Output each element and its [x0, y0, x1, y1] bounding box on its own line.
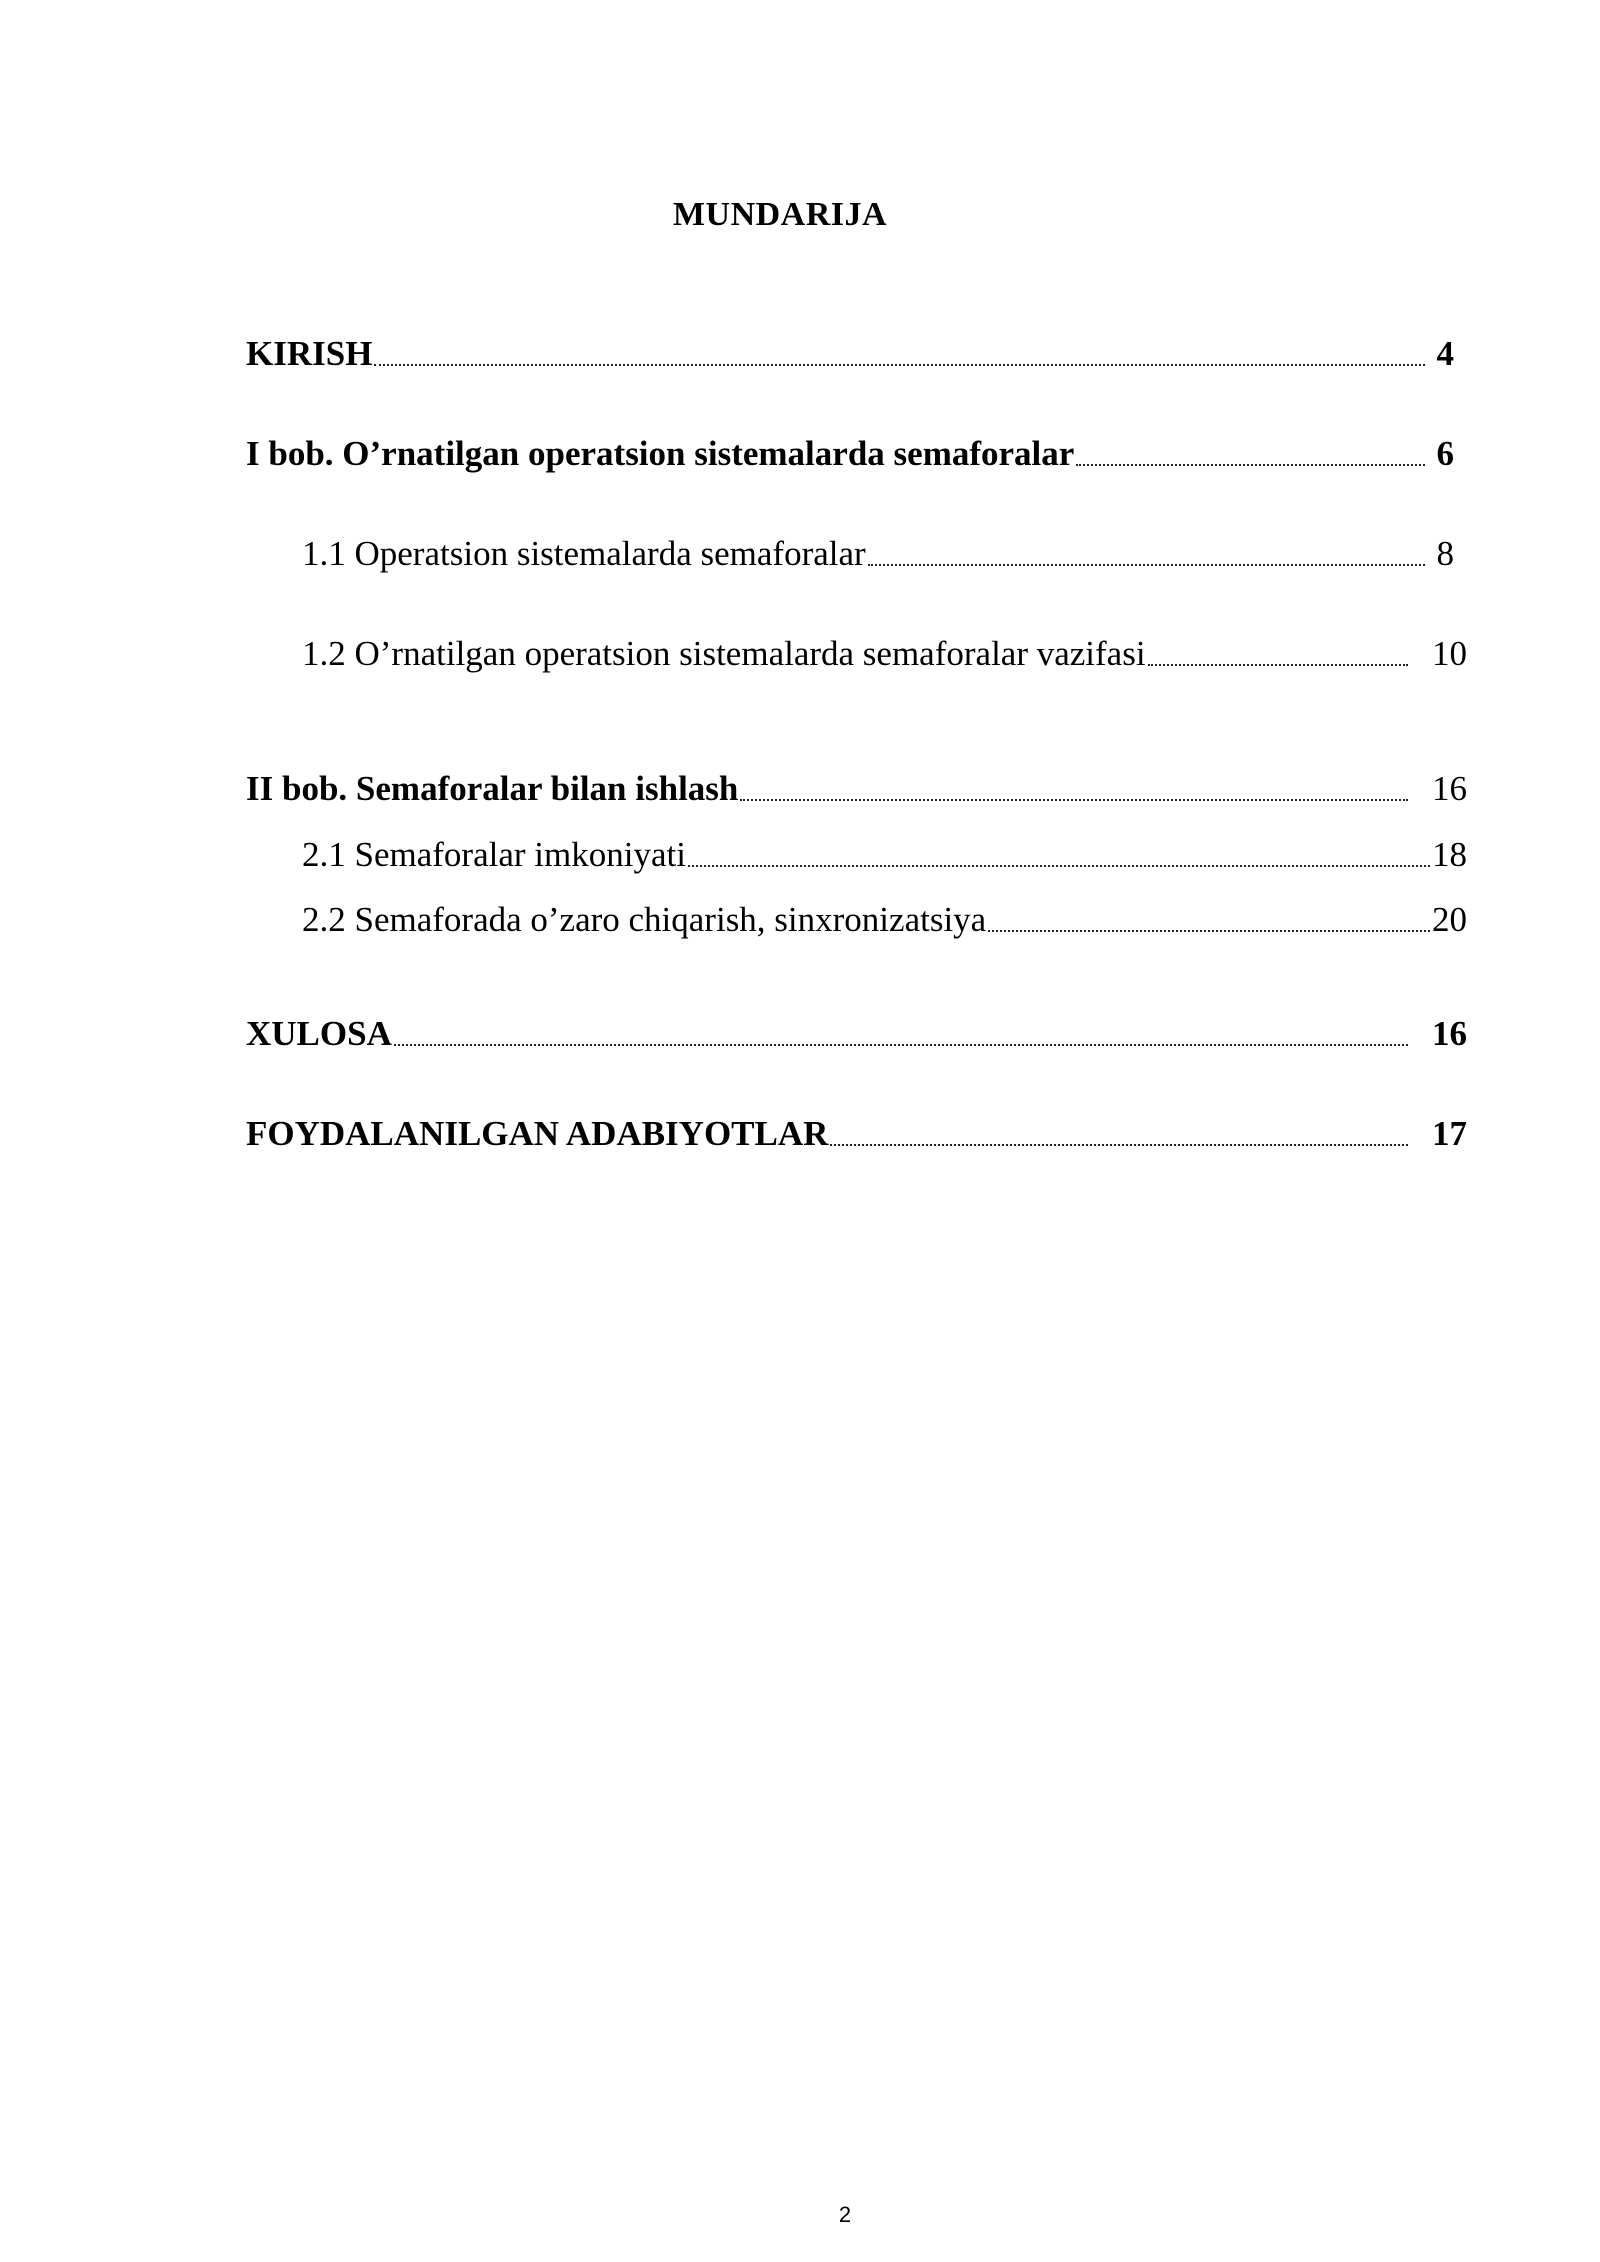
- page-title: MUNDARIJA: [672, 196, 888, 233]
- toc-entry-text: 1.2 O’rnatilgan operatsion sistemalarda semaforalar vazifasi: [302, 634, 1146, 673]
- footer-page-number: 2: [838, 2202, 852, 2227]
- toc-entry-chapter-2[interactable]: [246, 769, 1467, 809]
- toc-entry-text: II bob. Semaforalar bilan ishlash: [246, 769, 739, 808]
- toc-page-number: 16: [1432, 1014, 1467, 1053]
- toc-page-number: 4: [1436, 334, 1454, 373]
- toc-entry-chapter-1[interactable]: [246, 434, 1454, 474]
- toc-entry-text: I bob. O’rnatilgan operatsion sistemalarda semaforalar: [246, 434, 1075, 473]
- toc-entry-text: 2.1 Semaforalar imkoniyati: [302, 835, 686, 874]
- dot-leader: [868, 564, 1425, 566]
- toc-page-number: 20: [1432, 900, 1467, 939]
- toc-page-number: 10: [1432, 634, 1467, 673]
- toc-entry-text: 1.1 Operatsion sistemalarda semaforalar: [302, 534, 866, 573]
- toc-entry-section-2-2[interactable]: [302, 900, 1467, 940]
- toc-entry-section-1-1[interactable]: [302, 534, 1454, 574]
- dot-leader: [740, 799, 1408, 801]
- dot-leader: [830, 1144, 1408, 1146]
- toc-entry-references[interactable]: [246, 1114, 1467, 1154]
- dot-leader: [374, 364, 1424, 366]
- dot-leader: [1076, 464, 1424, 466]
- dot-leader: [1148, 664, 1408, 666]
- toc-entry-text: FOYDALANILGAN ADABIYOTLAR: [246, 1114, 829, 1153]
- toc-entry-text: KIRISH: [246, 334, 373, 373]
- toc-entry-kirish[interactable]: [246, 334, 1454, 374]
- dot-leader: [394, 1044, 1408, 1046]
- toc-page-number: 16: [1432, 769, 1467, 808]
- toc-entry-section-2-1[interactable]: [302, 835, 1467, 875]
- toc-page-number: 17: [1432, 1114, 1467, 1153]
- dot-leader: [688, 865, 1430, 867]
- toc-page-number: 18: [1432, 835, 1467, 874]
- toc-entry-section-1-2[interactable]: [302, 634, 1467, 674]
- toc-entry-text: 2.2 Semaforada o’zaro chiqarish, sinxronizatsiya: [302, 900, 987, 939]
- toc-page-number: 6: [1436, 434, 1454, 473]
- toc-page-number: 8: [1436, 534, 1454, 573]
- toc-entry-xulosa[interactable]: [246, 1014, 1467, 1054]
- dot-leader: [988, 930, 1430, 932]
- toc-entry-text: XULOSA: [246, 1014, 392, 1053]
